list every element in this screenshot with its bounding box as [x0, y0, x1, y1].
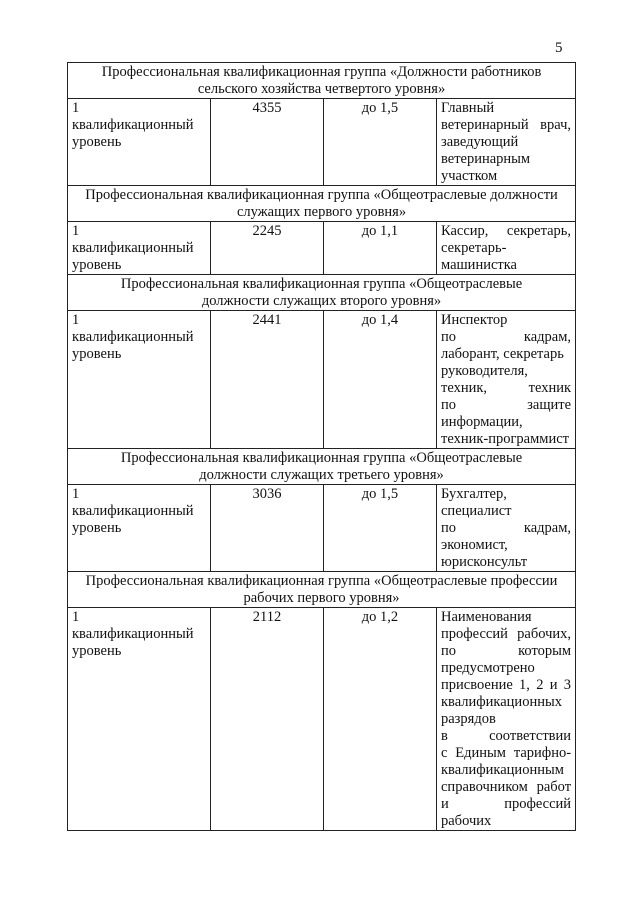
coefficient-cell: до 1,5: [324, 485, 437, 572]
page-number: 5: [555, 40, 563, 56]
salary-code-cell: 2112: [211, 608, 324, 831]
group-header-line: рабочих первого уровня»: [243, 590, 400, 606]
position-line: юрисконсульт: [441, 554, 528, 570]
level-number: 1: [72, 100, 80, 116]
coefficient-cell: до 1,1: [324, 222, 437, 275]
group-header-row: [68, 275, 576, 311]
coefficient-cell: до 1,2: [324, 608, 437, 831]
position-line: присвоение 1, 2 и 3: [441, 677, 572, 693]
position-line: руководителя,: [441, 363, 528, 379]
position-line: участком: [441, 168, 498, 184]
position-line: экономист,: [441, 537, 508, 553]
level-word: уровень: [72, 134, 122, 150]
level-word: квалификационный: [72, 117, 194, 133]
level-word: уровень: [72, 346, 122, 362]
position-line: Инспектор: [441, 312, 508, 328]
group-header-line: Профессиональная квалификационная группа «Общеотраслевые должности: [85, 187, 558, 203]
position-line: ветеринарным: [441, 151, 531, 167]
group-header: [68, 186, 576, 222]
level-row: [68, 608, 576, 831]
positions-cell: [437, 311, 576, 449]
position-line: по защите: [441, 397, 572, 413]
position-line: по кадрам,: [441, 329, 572, 345]
coefficient-cell: до 1,4: [324, 311, 437, 449]
group-header-row: [68, 572, 576, 608]
salary-code-cell: 3036: [211, 485, 324, 572]
level-word: квалификационный: [72, 626, 194, 642]
qualification-level-cell: [68, 222, 211, 275]
level-number: 1: [72, 312, 80, 328]
group-header-line: Профессиональная квалификационная группа «Общеотраслевые: [120, 450, 523, 466]
position-line: профессий рабочих,: [441, 626, 572, 642]
level-word: квалификационный: [72, 240, 194, 256]
group-header-line: Профессиональная квалификационная группа «Общеотраслевые профессии: [85, 573, 558, 589]
level-word: уровень: [72, 257, 122, 273]
positions-cell: [437, 485, 576, 572]
position-line: и профессий: [441, 796, 572, 812]
group-header-row: [68, 449, 576, 485]
level-word: квалификационный: [72, 329, 194, 345]
position-line: техник, техник: [441, 380, 572, 396]
position-line: рабочих: [441, 813, 492, 829]
position-line: машинистка: [441, 257, 517, 273]
salary-code-cell: 2441: [211, 311, 324, 449]
level-row: [68, 311, 576, 449]
positions-cell: [437, 222, 576, 275]
position-line: ветеринарный врач,: [441, 117, 572, 133]
salary-code-cell: 4355: [211, 99, 324, 186]
group-header-line: должности служащих второго уровня»: [201, 293, 442, 309]
group-header-line: Профессиональная квалификационная группа «Должности работников: [101, 64, 542, 80]
level-number: 1: [72, 486, 80, 502]
position-line: специалист: [441, 503, 512, 519]
qualification-groups-table: [67, 62, 576, 831]
group-header-line: сельского хозяйства четвертого уровня»: [197, 81, 446, 97]
level-row: [68, 222, 576, 275]
position-line: разрядов: [441, 711, 496, 727]
group-header: [68, 275, 576, 311]
group-header-line: должности служащих третьего уровня»: [199, 467, 444, 483]
group-header-line: служащих первого уровня»: [236, 204, 407, 220]
position-line: по кадрам,: [441, 520, 572, 536]
position-line: информации,: [441, 414, 523, 430]
level-word: квалификационный: [72, 503, 194, 519]
position-line: по которым: [441, 643, 572, 659]
group-header-line: Профессиональная квалификационная группа «Общеотраслевые: [120, 276, 523, 292]
position-line: квалификационным: [441, 762, 564, 778]
level-number: 1: [72, 609, 80, 625]
level-word: уровень: [72, 643, 122, 659]
group-header-row: [68, 63, 576, 99]
salary-code-cell: 2245: [211, 222, 324, 275]
position-line: техник-программист: [441, 431, 570, 447]
qualification-level-cell: [68, 485, 211, 572]
position-line: предусмотрено: [441, 660, 535, 676]
group-header: [68, 63, 576, 99]
position-line: справочником работ: [441, 779, 572, 795]
position-line: Главный: [441, 100, 495, 116]
position-line: Наименования: [441, 609, 532, 625]
position-line: заведующий: [441, 134, 519, 150]
position-line: Бухгалтер,: [441, 486, 507, 502]
level-row: [68, 485, 576, 572]
position-line: квалификационных: [441, 694, 562, 710]
positions-cell: [437, 99, 576, 186]
coefficient-cell: до 1,5: [324, 99, 437, 186]
level-word: уровень: [72, 520, 122, 536]
qualification-level-cell: [68, 608, 211, 831]
qualification-level-cell: [68, 99, 211, 186]
qualification-level-cell: [68, 311, 211, 449]
position-line: в соответствии: [441, 728, 572, 744]
position-line: с Единым тарифно-: [441, 745, 572, 761]
group-header: [68, 449, 576, 485]
position-line: лаборант, секретарь: [441, 346, 564, 362]
level-row: [68, 99, 576, 186]
position-line: Кассир, секретарь,: [441, 223, 572, 239]
level-number: 1: [72, 223, 80, 239]
group-header-row: [68, 186, 576, 222]
position-line: секретарь-: [441, 240, 507, 256]
group-header: [68, 572, 576, 608]
positions-cell: [437, 608, 576, 831]
